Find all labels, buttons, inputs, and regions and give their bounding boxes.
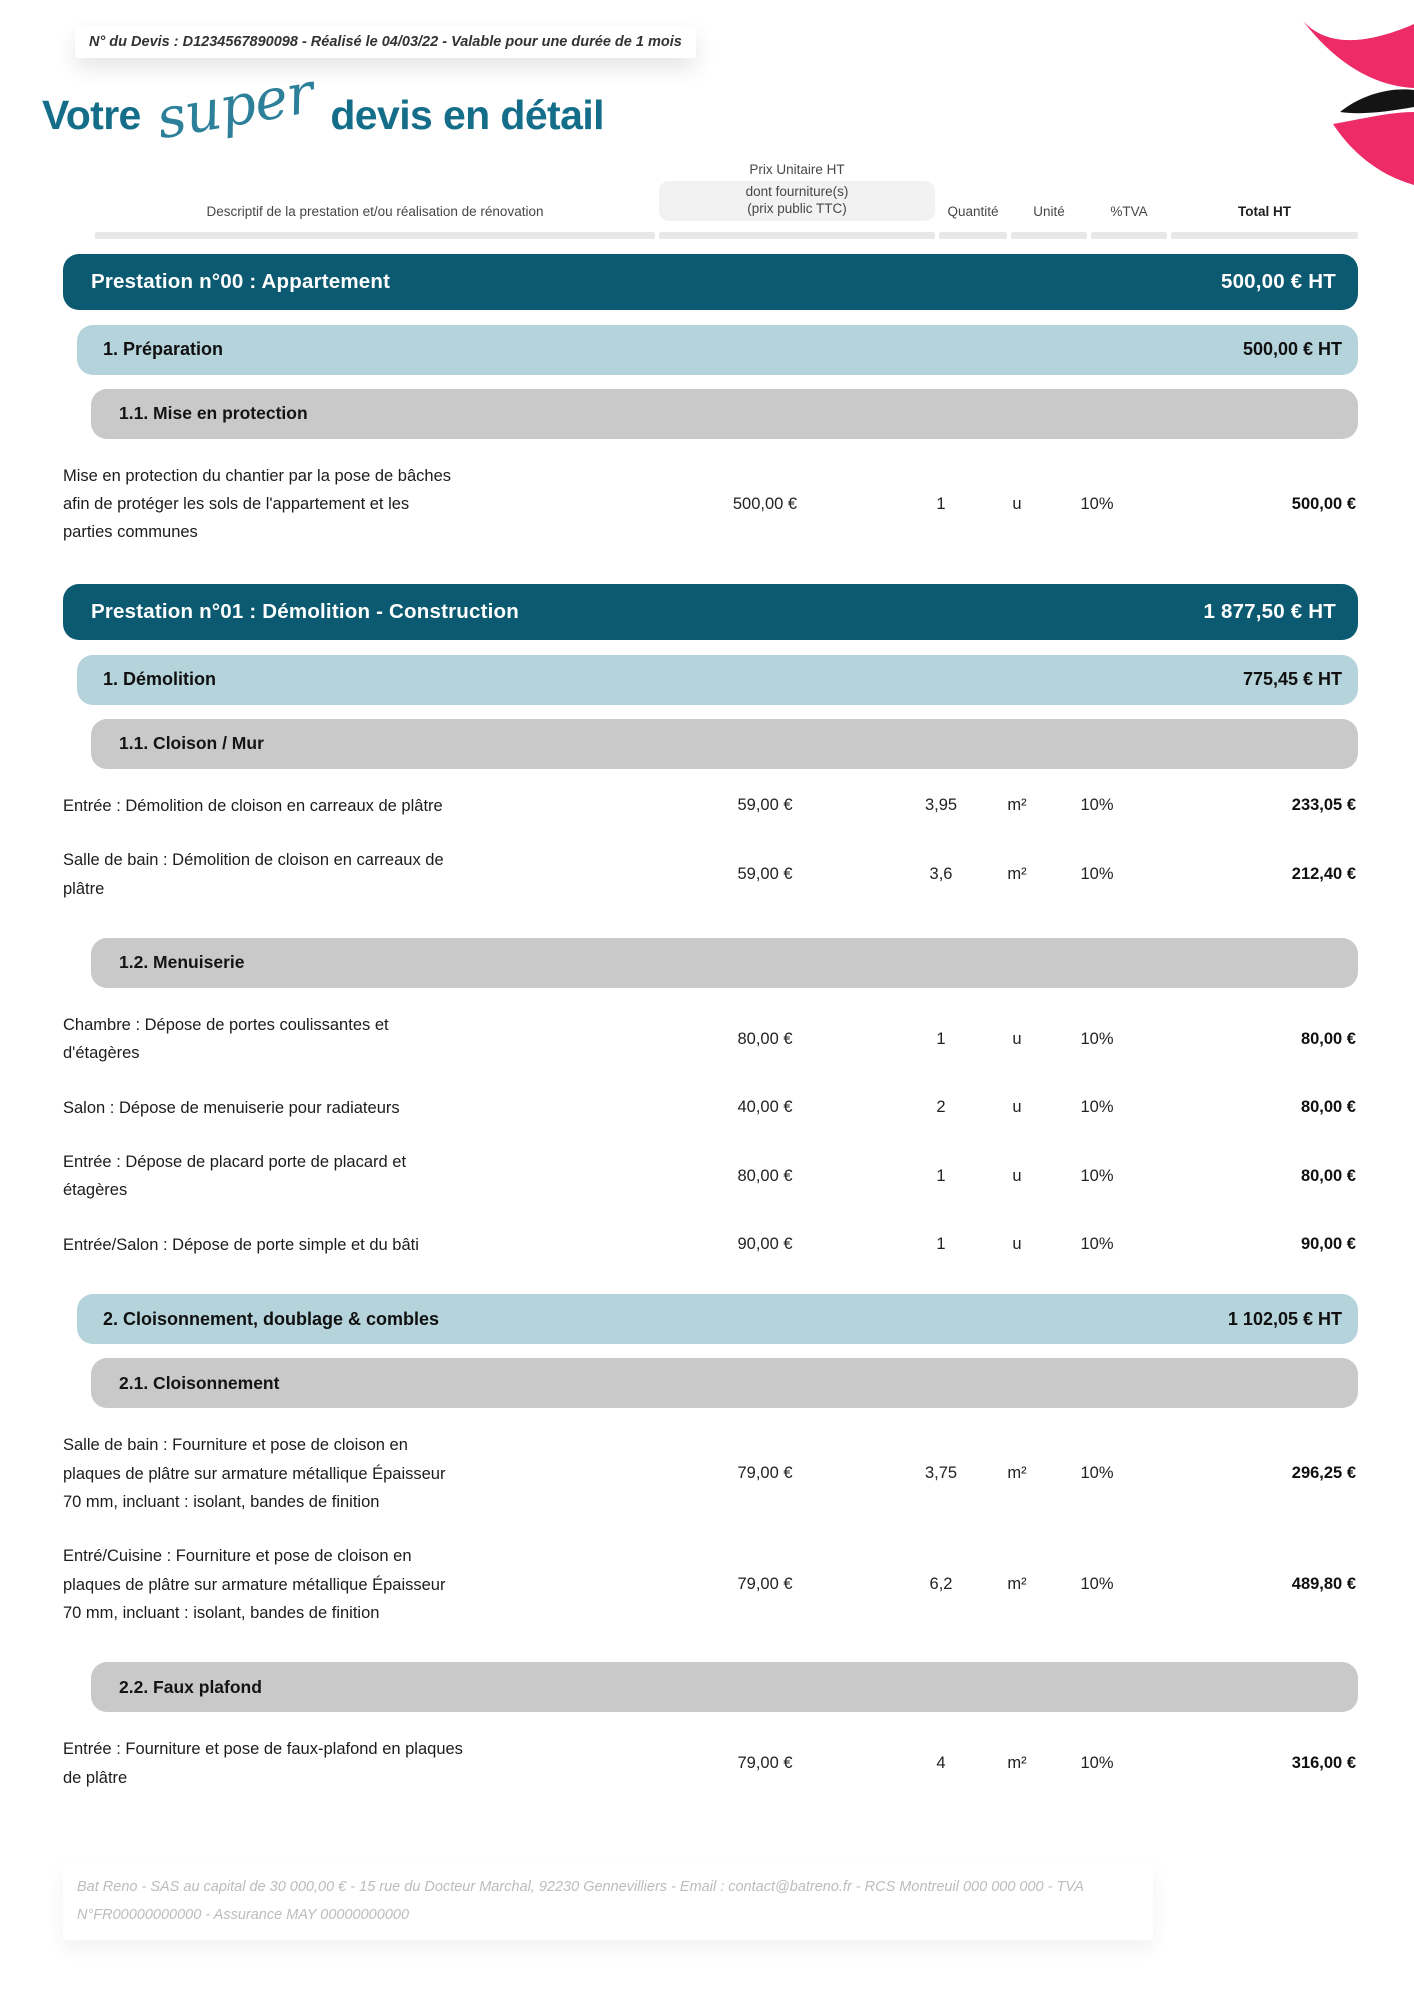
subsection-header: [91, 1662, 1358, 1712]
column-header-descriptif: Descriptif de la prestation et/ou réalisation de rénovation: [206, 204, 544, 220]
item-unit: u: [1012, 1098, 1022, 1117]
item-unit-price: 79,00 €: [737, 1464, 793, 1483]
item-unit-price: 500,00 €: [732, 494, 798, 513]
table-header-underline: [63, 232, 1358, 239]
item-unit: m²: [1007, 1754, 1027, 1773]
line-item: [63, 449, 1358, 560]
section-amount: 500,00 € HT: [1242, 339, 1342, 360]
item-unit: u: [1012, 1166, 1022, 1185]
item-description: Entré/Cuisine : Fourniture et pose de cloison en plaques de plâtre sur armature métallique Épaisseur 70 mm, incluant : isolant, bandes de finition: [63, 1547, 446, 1623]
legal-footer: Bat Reno - SAS au capital de 30 000,00 € - 15 rue du Docteur Marchal, 92230 Gennevilliers - Email : contact@batreno.fr - RCS Montreuil 000 000 000 - TVA N°FR00000000000 - Assurance MAY 00000000000: [63, 1863, 1153, 1940]
line-item: [63, 1722, 1358, 1805]
subsection-header: [91, 719, 1358, 769]
item-unit-price: 59,00 €: [737, 865, 793, 884]
item-unit-price: 80,00 €: [737, 1166, 793, 1185]
item-description: Entrée/Salon : Dépose de porte simple et du bâti: [63, 1235, 419, 1254]
item-tva: 10%: [1080, 1098, 1114, 1117]
section-header: [77, 655, 1358, 705]
item-description: Salon : Dépose de menuiserie pour radiateurs: [63, 1098, 400, 1117]
item-unit: u: [1012, 494, 1022, 513]
item-total: 489,80 €: [1291, 1575, 1356, 1594]
section-label: 1. Préparation: [103, 339, 224, 360]
item-description: Chambre : Dépose de portes coulissantes et d'étagères: [63, 1015, 389, 1063]
section-amount: 1 102,05 € HT: [1227, 1308, 1342, 1329]
item-unit-price: 80,00 €: [737, 1029, 793, 1048]
subsection-label: 1.1. Cloison / Mur: [119, 733, 264, 754]
prix-header-line1: Prix Unitaire HT: [749, 162, 845, 177]
underline-descriptif: [95, 232, 655, 239]
item-unit: m²: [1007, 796, 1027, 815]
column-header-total: Total HT: [1238, 204, 1291, 220]
item-unit-price: 40,00 €: [737, 1098, 793, 1117]
item-description: Entrée : Démolition de cloison en carreaux de plâtre: [63, 796, 443, 815]
item-tva: 10%: [1080, 1166, 1114, 1185]
item-quantity: 1: [936, 1166, 946, 1185]
item-unit: u: [1012, 1235, 1022, 1254]
item-quantity: 3,95: [924, 796, 958, 815]
item-quantity: 6,2: [929, 1575, 953, 1594]
item-description: Entrée : Dépose de placard porte de placard et étagères: [63, 1153, 407, 1200]
column-header-tva: %TVA: [1110, 204, 1148, 220]
prestation-header: [63, 254, 1358, 310]
table-header-row: [63, 161, 1358, 221]
prestation-label: Prestation n°00 : Appartement: [91, 269, 391, 293]
item-tva: 10%: [1080, 494, 1114, 513]
underline-quantite: [939, 232, 1007, 239]
item-quantity: 1: [936, 1029, 946, 1048]
item-quantity: 4: [936, 1754, 946, 1773]
item-unit: m²: [1007, 1464, 1027, 1483]
title-script-word: super: [151, 60, 319, 153]
item-unit-price: 59,00 €: [737, 796, 793, 815]
item-unit: m²: [1007, 1575, 1027, 1594]
item-tva: 10%: [1080, 1575, 1114, 1594]
item-total: 316,00 €: [1291, 1754, 1356, 1773]
line-item: [63, 1081, 1358, 1135]
item-tva: 10%: [1080, 865, 1114, 884]
item-tva: 10%: [1080, 1464, 1114, 1483]
section-header: [77, 325, 1358, 375]
subsection-header: [91, 1358, 1358, 1408]
item-unit-price: 90,00 €: [737, 1235, 793, 1254]
item-quantity: 1: [936, 1235, 946, 1254]
prestation-header: [63, 584, 1358, 640]
item-quantity: 3,75: [924, 1464, 958, 1483]
prix-header-pill: [659, 181, 935, 221]
item-tva: 10%: [1080, 796, 1114, 815]
column-header-quantite: Quantité: [947, 204, 999, 220]
item-unit: u: [1012, 1029, 1022, 1048]
item-description: Salle de bain : Fourniture et pose de cloison en plaques de plâtre sur armature métallique Épaisseur 70 mm, incluant : isolant, bandes de finition: [63, 1436, 446, 1511]
page-title: [42, 60, 1358, 153]
item-unit-price: 79,00 €: [737, 1575, 793, 1594]
subsection-label: 2.1. Cloisonnement: [119, 1372, 280, 1393]
item-total: 80,00 €: [1300, 1166, 1356, 1185]
prestation-amount: 500,00 € HT: [1220, 269, 1336, 293]
line-item: [63, 1135, 1358, 1218]
subsection-header: [91, 389, 1358, 439]
prestation-label: Prestation n°01 : Démolition - Construction: [91, 599, 519, 623]
line-item: [63, 998, 1358, 1081]
item-description: Mise en protection du chantier par la pose de bâches afin de protéger les sols de l'appartement et les parties communes: [63, 466, 451, 542]
item-tva: 10%: [1080, 1754, 1114, 1773]
section-label: 1. Démolition: [103, 669, 217, 690]
prestation-amount: 1 877,50 € HT: [1203, 599, 1336, 623]
underline-total: [1171, 232, 1358, 239]
column-header-prix-unitaire: [659, 161, 935, 221]
devis-notice: N° du Devis : D1234567890098 - Réalisé le 04/03/22 - Valable pour une durée de 1 mois: [75, 26, 696, 58]
item-unit: m²: [1007, 865, 1027, 884]
item-total: 90,00 €: [1300, 1235, 1356, 1254]
item-quantity: 3,6: [929, 865, 953, 884]
prix-header-line2: dont fourniture(s): [745, 183, 849, 199]
prix-header-line3: (prix public TTC): [747, 201, 847, 217]
subsection-label: 1.1. Mise en protection: [119, 403, 308, 424]
item-total: 80,00 €: [1300, 1098, 1356, 1117]
line-item: [63, 1418, 1358, 1529]
item-description: Entrée : Fourniture et pose de faux-plafond en plaques de plâtre: [63, 1740, 463, 1787]
subsection-label: 1.2. Menuiserie: [119, 952, 245, 973]
brand-logo-icon: [1300, 8, 1414, 218]
underline-unite: [1011, 232, 1087, 239]
underline-prix: [659, 232, 935, 239]
item-description: Salle de bain : Démolition de cloison en carreaux de plâtre: [63, 851, 444, 898]
section-label: 2. Cloisonnement, doublage & combles: [103, 1308, 440, 1329]
item-total: 296,25 €: [1291, 1464, 1356, 1483]
line-item: [63, 1529, 1358, 1640]
underline-tva: [1091, 232, 1167, 239]
item-tva: 10%: [1080, 1029, 1114, 1048]
item-total: 80,00 €: [1300, 1029, 1356, 1048]
item-total: 233,05 €: [1291, 796, 1356, 815]
column-header-unite: Unité: [1033, 204, 1065, 220]
subsection-header: [91, 938, 1358, 988]
line-item: [63, 833, 1358, 916]
subsection-label: 2.2. Faux plafond: [119, 1676, 262, 1697]
line-item: [63, 779, 1358, 833]
item-total: 212,40 €: [1291, 865, 1356, 884]
title-suffix: devis en détail: [330, 92, 604, 138]
item-total: 500,00 €: [1291, 494, 1356, 513]
section-header: [77, 1294, 1358, 1344]
line-item: [63, 1218, 1358, 1272]
item-quantity: 2: [936, 1098, 946, 1117]
item-quantity: 1: [936, 494, 946, 513]
item-unit-price: 79,00 €: [737, 1754, 793, 1773]
title-prefix: Votre: [42, 92, 141, 138]
item-tva: 10%: [1080, 1235, 1114, 1254]
section-amount: 775,45 € HT: [1242, 669, 1342, 690]
